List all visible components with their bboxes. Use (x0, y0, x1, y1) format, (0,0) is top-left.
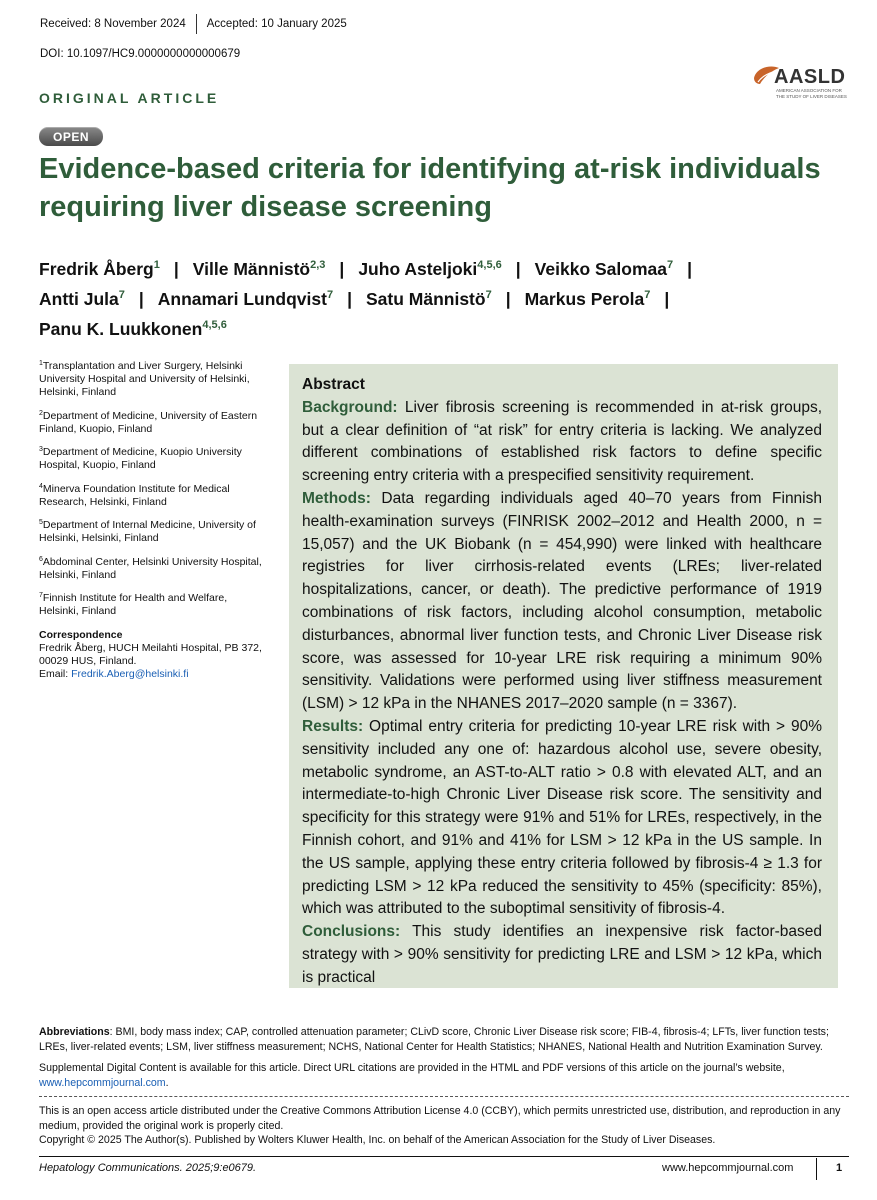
author[interactable]: Ville Männistö$^{2,3}$ (192, 259, 326, 279)
article-title: Evidence-based criteria for identifying at-risk individuals requiring liver disease screening (39, 153, 821, 223)
affiliation-item: $^4$Minerva Foundation Institute for Medical Research, Helsinki, Finland (39, 482, 230, 508)
author[interactable]: Satu Männistö$^7$ (365, 289, 492, 309)
logo-name: AASLD (774, 66, 846, 88)
dates-separator (196, 14, 197, 34)
logo-subtitle: AMERICAN ASSOCIATION FOR THE STUDY OF LIVER DISEASES (776, 88, 847, 99)
received-date: Received: 8 November 2024 (40, 18, 186, 30)
correspondence-text: Fredrik Åberg, HUCH Meilahti Hospital, PB 372, 00029 HUS, Finland. Email: Fredrik.Aberg@helsinki.fi (39, 641, 262, 680)
open-access-badge: OPEN (39, 127, 103, 146)
affiliation-item: $^7$Finnish Institute for Health and Welfare, Helsinki, Finland (39, 592, 228, 617)
journal-website-link[interactable]: www.hepcommjournal.com (39, 1077, 166, 1089)
correspondence-heading: Correspondence (39, 628, 123, 641)
abstract-results: Results: Optimal entry criteria for predicting 10-year LRE risk with > 90% sensitivity included any one of: hazardous alcohol use, severe obesity, metabolic syndrome, an AST-to-ALT ratio > 0.8 with elevated ALT, and an intermediate-to-high Chronic Liver Disease risk score. The sensitivity and specificity for this strategy were 91% and 51% for LREs, respectively, in the Finnish cohort, and 91% and 41% for LSM > 12 kPa in the US sample. In the US sample, applying these entry criteria followed by fibrosis-4 ≥ 1.3 for predicting LSM > 12 kPa reduced the sensitivity to 45% (specificity: 85%), which was attributed to the suboptimal sensitivity of fibrosis-4. (302, 717, 822, 918)
page-number: 1 (836, 1162, 843, 1174)
author[interactable]: Panu K. Luukkonen$^{4,5,6}$ (39, 319, 227, 339)
abstract-box (289, 364, 838, 988)
author[interactable]: Veikko Salomaa$^7$ (534, 259, 674, 279)
journal-citation: Hepatology Communications. 2025;9:e0679. (39, 1162, 257, 1174)
affiliation-item: $^2$Department of Medicine, University of Eastern Finland, Kuopio, Finland (39, 409, 258, 435)
correspondence-email-link[interactable]: Fredrik.Aberg@helsinki.fi (71, 667, 189, 680)
abbreviations-block (39, 1025, 849, 1091)
affiliation-item: $^3$Department of Medicine, Kuopio University Hospital, Kuopio, Finland (39, 446, 242, 471)
author[interactable]: Markus Perola$^7$ (524, 289, 651, 309)
affiliations (39, 360, 269, 691)
author[interactable]: Annamari Lundqvist$^7$ (157, 289, 334, 309)
footer-rule (39, 1156, 849, 1157)
abstract-heading: Abstract (302, 376, 365, 393)
abstract-background: Background: Liver fibrosis screening is recommended in at-risk groups, but a clear definition of “at risk” for entry criteria is lacking. We analyzed different combinations of established risk factors to define specific screening entry criteria with a prespecified sensitivity requirement. (302, 398, 822, 485)
author-list: Fredrik Åberg$^1$ | Ville Männistö$^{2,3}$ | Juho Asteljoki$^{4,5,6}$ | Veikko Salomaa$^7$ | Antti Jula$^7$ | Annamari Lundqvist$^7$ | Satu Männistö$^7$ | Markus Perola$^7$ | Panu K. Luukkonen$^{4,5,6}$ (39, 259, 693, 339)
affiliation-item: $^5$Department of Internal Medicine, University of Helsinki, Helsinki, Finland (39, 519, 256, 544)
doi: DOI: 10.1097/HC9.0000000000000679 (40, 48, 241, 60)
license-text: This is an open access article distributed under the Creative Commons Attribution License 4.0 (CCBY), which permits unrestricted use, distribution, and reproduction in any medium, provided the original work is properly cited. (39, 1105, 841, 1132)
article-type: ORIGINAL ARTICLE (39, 90, 220, 106)
author[interactable]: Antti Jula$^7$ (39, 289, 125, 309)
dashed-divider (39, 1096, 849, 1097)
accepted-date: Accepted: 10 January 2025 (206, 18, 347, 30)
author[interactable]: Juho Asteljoki$^{4,5,6}$ (358, 259, 502, 279)
abstract-methods: Methods: Data regarding individuals aged 40–70 years from Finnish health-examination surveys (FINRISK 2002–2012 and Health 2000, n = 15,057) and the UK Biobank (n = 454,990) were linked with healthcare registries for liver cirrhosis-related events (LREs; liver-related hospitalizations, cancer, or death). The predictive performance of 1919 combinations of risk factors, including alcohol consumption, metabolic disturbances, abnormal liver function tests, and Chronic Liver Disease risk score, was assessed for 10-year LRE risk requiring a minimum 90% sensitivity. Validations were performed using liver stiffness measurement (LSM) > 12 kPa in the NHANES 2017–2020 sample (n = 3367). (302, 489, 822, 713)
aasld-logo (752, 64, 852, 120)
abbreviations: Abbreviations: BMI, body mass index; CAP, controlled attenuation parameter; CLivD score, Chronic Liver Disease risk score; FIB-4, fibrosis-4; LFTs, liver function tests; LREs, liver-related events; LSM, liver stiffness measurement; NCHS, National Center for Health Statistics; NHANES, National Health and Nutrition Examination Survey. (39, 1026, 829, 1053)
license-block (39, 1104, 849, 1148)
affiliation-item: $^6$Abdominal Center, Helsinki University Hospital, Helsinki, Finland (39, 555, 262, 581)
supplemental-note: Supplemental Digital Content is available for this article. Direct URL citations are provided in the HTML and PDF versions of this article on the journal’s website, www.hepcommjournal.com. (39, 1062, 785, 1089)
footer-website[interactable]: www.hepcommjournal.com (662, 1162, 794, 1174)
copyright-text: Copyright © 2025 The Author(s). Published by Wolters Kluwer Health, Inc. on behalf of the American Association for the Study of Liver Diseases. (39, 1134, 716, 1146)
dates-row (40, 14, 347, 34)
abstract-conclusions: Conclusions: This study identifies an inexpensive risk factor-based strategy with > 90% sensitivity for predicting LRE and LSM > 12 kPa, which is practical (302, 923, 822, 986)
affiliation-item: $^1$Transplantation and Liver Surgery, Helsinki University Hospital and University of Helsinki, Helsinki, Finland (39, 360, 250, 398)
author[interactable]: Fredrik Åberg$^1$ (39, 259, 160, 279)
footer-separator (816, 1158, 817, 1180)
